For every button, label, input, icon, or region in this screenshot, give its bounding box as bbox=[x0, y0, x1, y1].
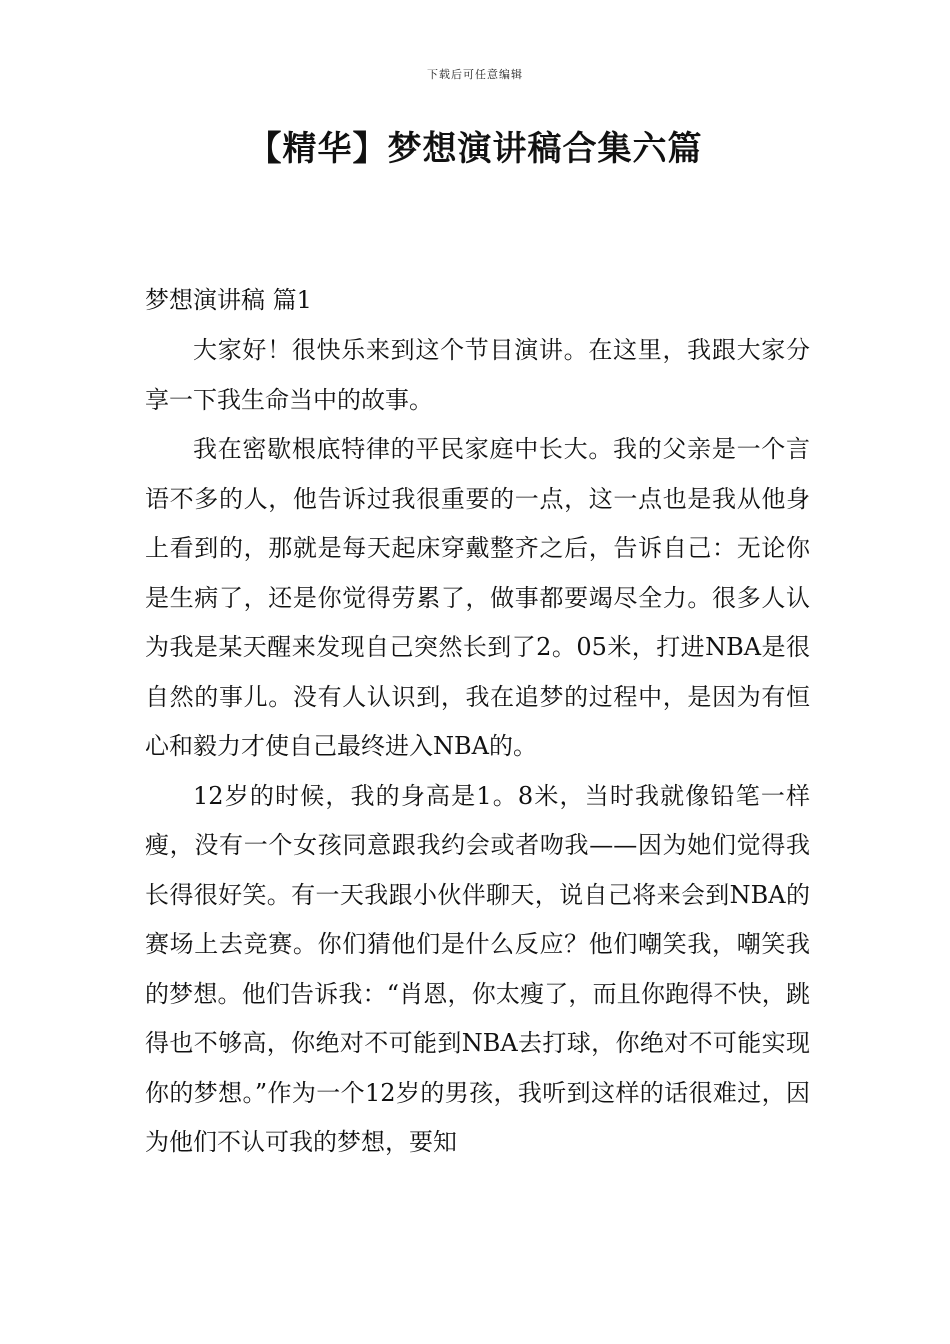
document-title: 【精华】梦想演讲稿合集六篇 bbox=[247, 129, 703, 169]
paragraph-age-twelve: 12岁的时候，我的身高是1。8米，当时我就像铅笔一样瘦，没有一个女孩同意跟我约会或者吻我——因为她们觉得我长得很好笑。有一天我跟小伙伴聊天，说自己将来会到NBA的赛场上去竞赛。你们猜他们是什么反应？他们嘲笑我，嘲笑我的梦想。他们告诉我：“肖恩，你太瘦了，而且你跑得不快，跳得也不够高，你绝对不可能到NBA去打球，你绝对不可能实现你的梦想。”作为一个12岁的男孩，我听到这样的话很难过，因为他们不认可我的梦想，要知 bbox=[145, 781, 810, 1156]
paragraph-greeting: 大家好！很快乐来到这个节目演讲。在这里，我跟大家分享一下我生命当中的故事。 bbox=[145, 336, 810, 414]
header-note: 下载后可任意编辑 bbox=[427, 68, 523, 81]
document-body bbox=[145, 278, 810, 1168]
paragraph-childhood: 我在密歇根底特律的平民家庭中长大。我的父亲是一个言语不多的人，他告诉过我很重要的一点，这一点也是我从他身上看到的，那就是每天起床穿戴整齐之后，告诉自己：无论你是生病了，还是你觉得劳累了，做事都要竭尽全力。很多人认为我是某天醒来发现自己突然长到了2。05米，打进NBA是很自然的事儿。没有人认识到，我在追梦的过程中，是因为有恒心和毅力才使自己最终进入NBA的。 bbox=[145, 435, 810, 760]
section-title: 梦想演讲稿 篇1 bbox=[145, 286, 312, 314]
